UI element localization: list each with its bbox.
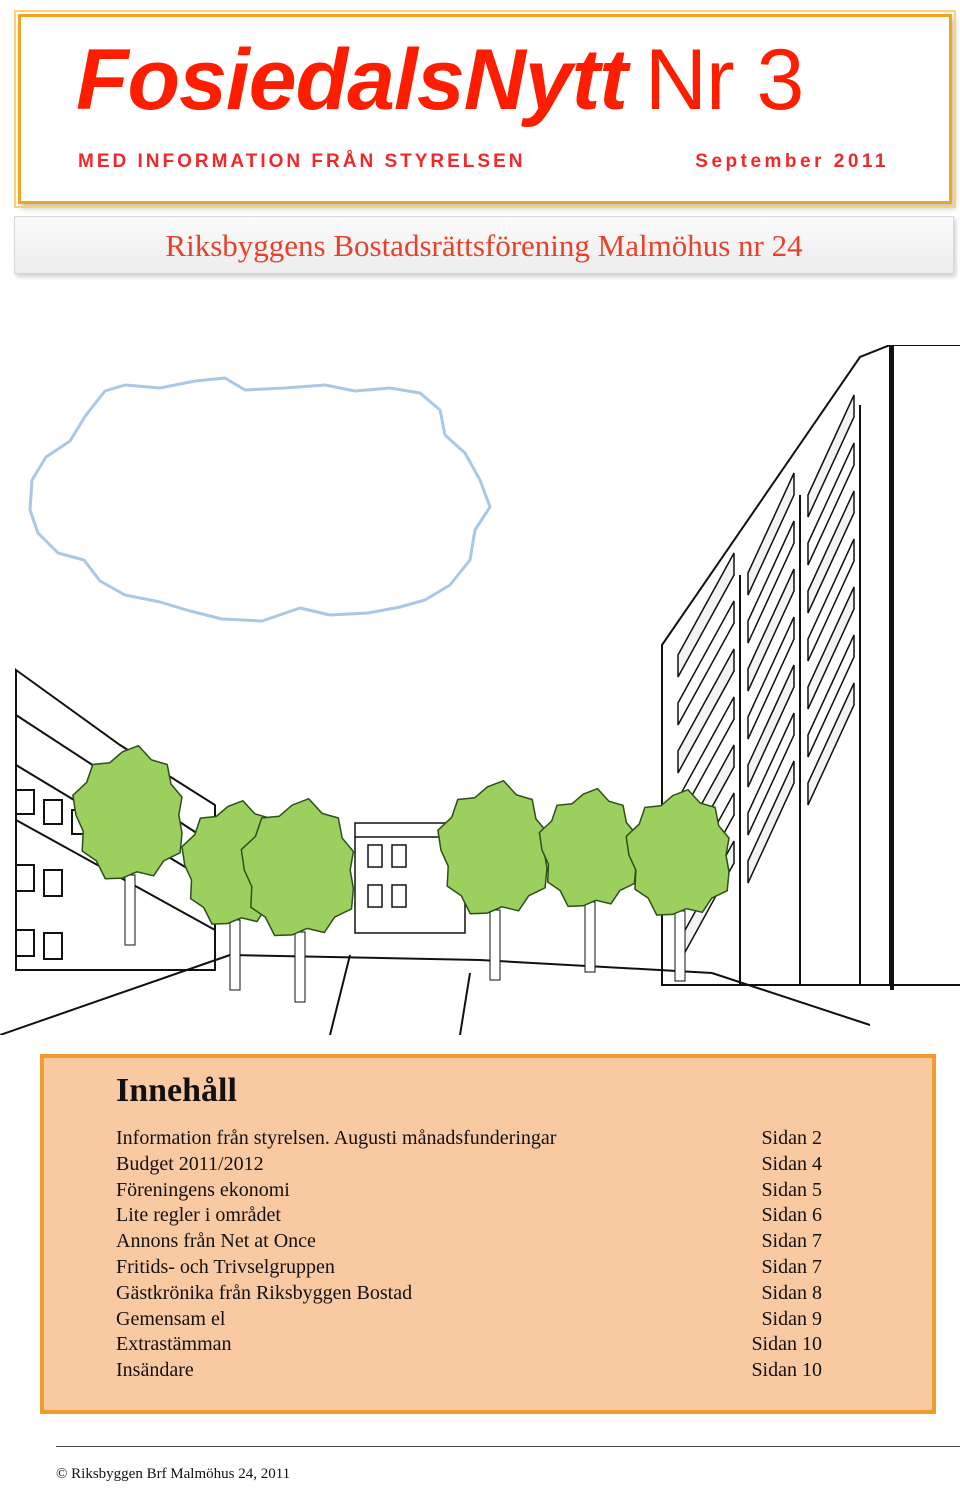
cloud-icon <box>30 378 490 621</box>
toc-item-title: Annons från Net at Once <box>116 1230 316 1253</box>
footer-divider <box>56 1446 960 1447</box>
toc-item-page: Sidan 5 <box>761 1178 822 1201</box>
toc-item <box>116 1255 822 1281</box>
toc-item <box>116 1126 822 1152</box>
courtyard-illustration <box>0 345 960 1035</box>
toc-item-page: Sidan 8 <box>761 1281 822 1304</box>
toc-item-title: Gemensam el <box>116 1307 226 1330</box>
toc-item-title: Gästkrönika från Riksbyggen Bostad <box>116 1281 413 1304</box>
issue-number: Nr 3 <box>644 32 804 128</box>
toc-item-page: Sidan 6 <box>761 1204 822 1227</box>
masthead <box>18 14 952 204</box>
toc-item-title: Fritids- och Trivselgruppen <box>116 1255 335 1278</box>
toc-item-page: Sidan 2 <box>761 1127 822 1149</box>
toc-item-title: Insändare <box>116 1359 194 1382</box>
toc-item-page: Sidan 9 <box>761 1307 822 1330</box>
toc-list <box>116 1126 822 1384</box>
masthead-subline <box>78 151 889 173</box>
toc-item <box>116 1178 822 1204</box>
toc-item-page: Sidan 7 <box>761 1255 822 1278</box>
toc-item <box>116 1229 822 1255</box>
toc-item <box>116 1307 822 1333</box>
toc-item <box>116 1203 822 1229</box>
toc-item <box>116 1281 822 1307</box>
toc-item-title: Information från styrelsen. Augusti månadsfunderingar <box>116 1127 557 1149</box>
issue-date: September 2011 <box>695 151 889 172</box>
toc-item-title: Föreningens ekonomi <box>116 1178 290 1201</box>
toc-item-title: Extrastämman <box>116 1333 232 1356</box>
toc-item-page: Sidan 7 <box>761 1230 822 1253</box>
toc-item <box>116 1332 822 1358</box>
toc-item-page: Sidan 10 <box>751 1333 822 1356</box>
association-banner: Riksbyggens Bostadsrättsförening Malmöhus nr 24 <box>14 216 954 274</box>
toc-heading: Innehåll <box>116 1072 237 1109</box>
toc-item-page: Sidan 10 <box>751 1359 822 1382</box>
newsletter-name: FosiedalsNytt <box>76 32 627 128</box>
newsletter-title <box>76 32 804 128</box>
toc-item-title: Lite regler i området <box>116 1204 281 1227</box>
tagline: MED INFORMATION FRÅN STYRELSEN <box>78 151 526 172</box>
toc-item <box>116 1152 822 1178</box>
footer-copyright: © Riksbyggen Brf Malmöhus 24, 2011 <box>56 1466 291 1482</box>
toc-item-title: Budget 2011/2012 <box>116 1152 264 1175</box>
toc-item-page: Sidan 4 <box>761 1152 822 1175</box>
toc-item <box>116 1358 822 1384</box>
table-of-contents <box>40 1054 936 1414</box>
